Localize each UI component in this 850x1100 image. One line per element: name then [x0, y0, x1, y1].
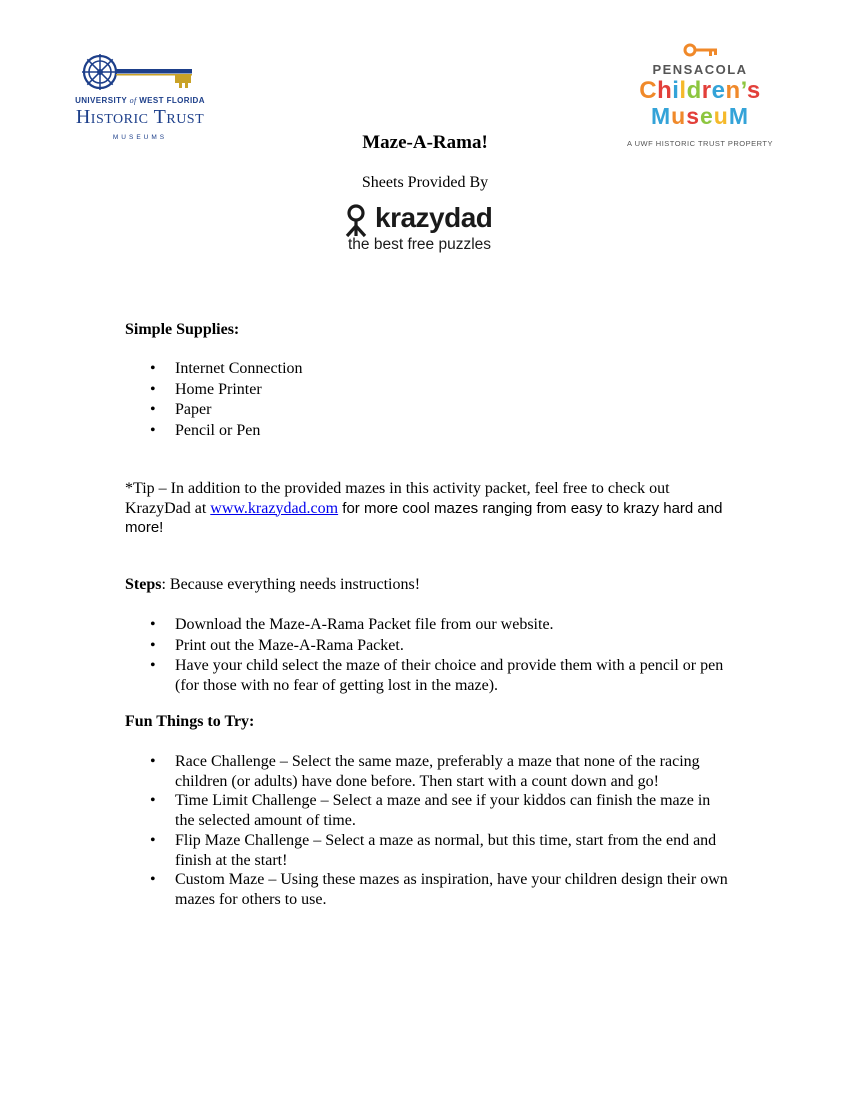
steps-heading: Steps	[125, 576, 162, 593]
logo-letter: n	[725, 77, 741, 104]
logo-letter: u	[671, 103, 687, 129]
supplies-list	[125, 359, 725, 442]
list-item: • Download the Maze-A-Rama Packet file from our website.	[125, 615, 730, 635]
pcm-pensacola-text: PENSACOLA	[652, 62, 748, 77]
list-item: • Custom Maze – Using these mazes as inspiration, have your children design their own mazes for others to use.	[125, 870, 730, 909]
logo-letter: e	[711, 77, 726, 104]
logo-letter: e	[700, 103, 714, 129]
tip-paragraph	[125, 479, 735, 538]
krazydad-link[interactable]: www.krazydad.com	[210, 499, 339, 517]
page-subtitle: Sheets Provided By	[361, 174, 489, 191]
logo-letter: r	[701, 77, 712, 104]
steps-list	[125, 615, 730, 697]
krazydad-logo	[345, 202, 505, 258]
list-item: • Print out the Maze-A-Rama Packet.	[125, 636, 730, 656]
pcm-childrens-text	[610, 78, 790, 104]
list-item: • Internet Connection	[125, 359, 725, 380]
krazydad-name: krazydad	[375, 202, 493, 233]
logo-letter: s	[746, 77, 761, 104]
logo-letter: s	[686, 103, 700, 129]
uwf-historic-trust-logo	[55, 50, 225, 145]
pcm-tagline: A UWF HISTORIC TRUST PROPERTY	[626, 139, 774, 148]
list-item: • Time Limit Challenge – Select a maze and see if your kiddos can finish the maze in the selected amount of time.	[125, 791, 730, 830]
logo-letter: l	[679, 77, 687, 104]
logo-letter: M	[728, 103, 750, 129]
krazydad-mark-icon	[345, 204, 373, 238]
steps-intro: : Because everything needs instructions!	[161, 576, 421, 593]
tip-text-end: for more cool mazes ranging from easy to krazy hard and more!	[125, 499, 723, 536]
list-item: • Home Printer	[125, 380, 725, 401]
uwf-university-line: UNIVERSITY of WEST FLORIDA	[75, 96, 205, 105]
logo-letter: d	[686, 77, 702, 104]
krazydad-tagline: the best free puzzles	[348, 236, 492, 253]
logo-letter: C	[639, 77, 658, 104]
list-item: • Have your child select the maze of their choice and provide them with a pencil or pen (for those with no fear of getting lost in the maze).	[125, 656, 730, 696]
fun-things-heading: Fun Things to Try:	[125, 713, 255, 730]
list-item: • Pencil or Pen	[125, 421, 725, 442]
supplies-heading: Simple Supplies:	[125, 321, 240, 338]
logo-letter: i	[672, 77, 680, 104]
list-item: • Race Challenge – Select the same maze, preferably a maze that none of the racing children (or adults) have done before. Then start with a count down and go!	[125, 752, 730, 791]
page-title: Maze-A-Rama!	[362, 132, 488, 153]
uwf-museums-text: MUSEUMS	[112, 134, 168, 141]
tip-text: *Tip – In addition to the provided mazes in this activity packet, feel free to check out KrazyDad at	[125, 480, 670, 517]
key-wheel-icon	[55, 50, 225, 95]
steps-heading-line	[125, 575, 420, 595]
pcm-museum-text	[610, 104, 790, 128]
logo-letter: M	[650, 103, 672, 129]
logo-letter: ’	[740, 77, 747, 104]
key-icon	[683, 42, 723, 60]
logo-letter: h	[657, 77, 673, 104]
list-item: • Flip Maze Challenge – Select a maze as normal, but this time, start from the end and finish at the start!	[125, 831, 730, 870]
list-item: • Paper	[125, 400, 725, 421]
fun-things-list	[125, 752, 730, 910]
logo-letter: u	[713, 103, 729, 129]
uwf-historic-trust-text: Historic Trust	[75, 106, 205, 128]
